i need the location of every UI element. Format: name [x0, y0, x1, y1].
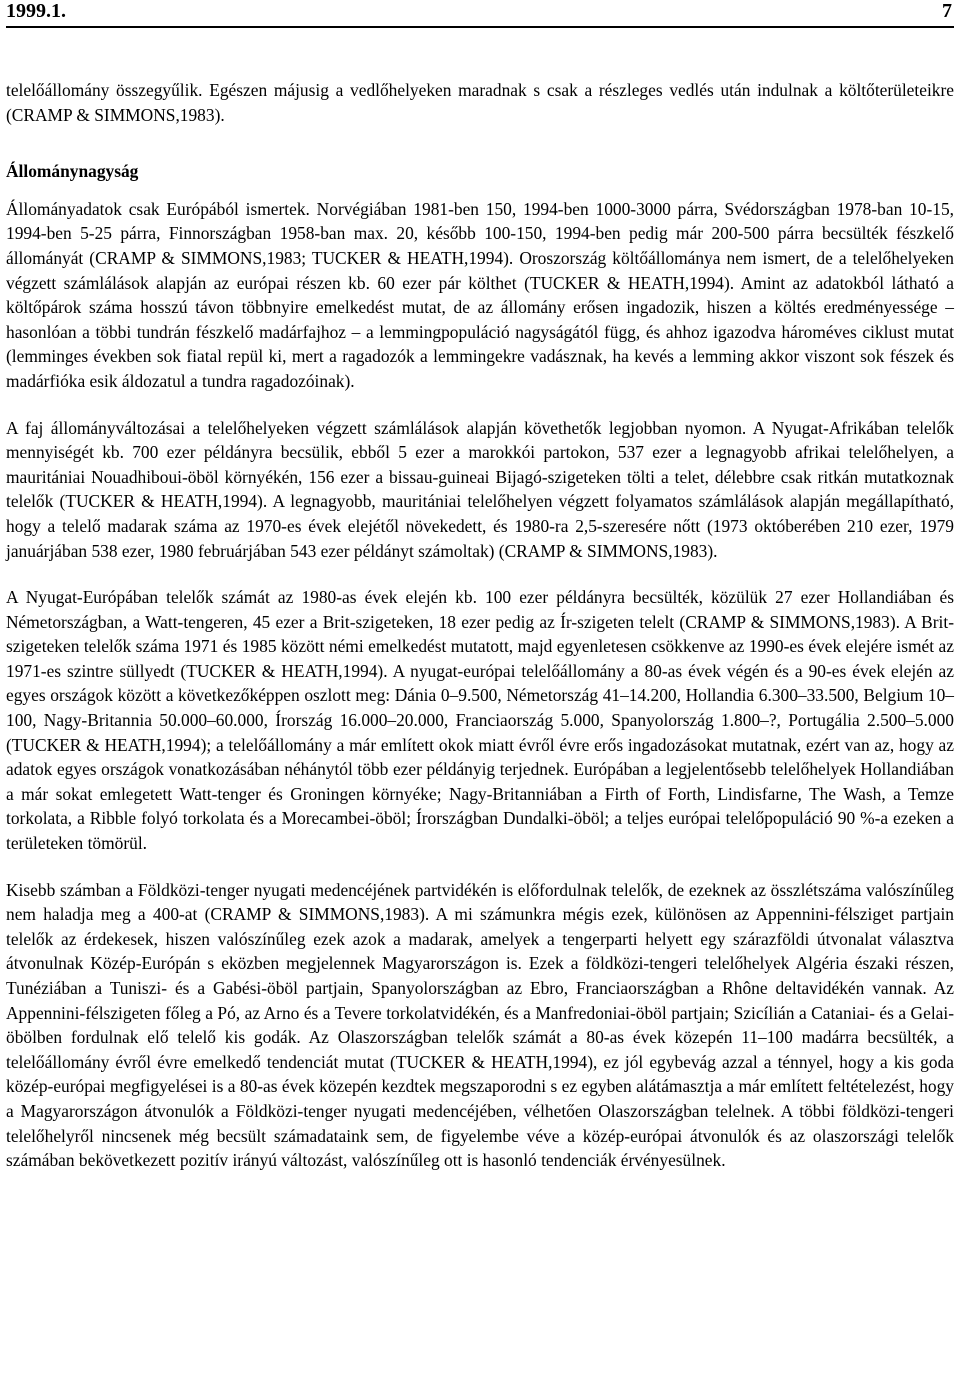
- paragraph-population-data: Állományadatok csak Európából ismertek. Norvégiában 1981-ben 150, 1994-ben 1000-3000 párra, Svédországban 1978-ban 10-15, 1994-ben 5-25 párra, Finnországban 1958-ban max. 20, később 100-150, 1994-ben pedig már 200-500 párra becsülték fészkelő állományát (CRAMP & SIMMONS,1983; TUCKER & HEATH,1994). Oroszország költőállománya nem ismert, de a telelőhelyeken végzett számlálások alapján az európai részen kb. 60 ezer pár költhet (TUCKER & HEATH,1994). Amint az adatokból látható a költőpárok száma hosszú távon többnyire emelkedést mutat, de az állomány erősen ingadozik, hiszen a költés eredményessége – hasonlóan a többi tundrán fészkelő madárfajhoz – a lemmingpopuláció nagyságától függ, és ahhoz igazodva hároméves ciklust mutat (lemminges években sok fiatal repül ki, mert a ragadozók a lemmingekre vadásznak, ha kevés a lemming akkor viszont sok fészek és madárfióka esik áldozatul a tundra ragadozóinak).: [6, 198, 954, 391]
- document-page: [6, 0, 954, 1400]
- page-header: [6, 0, 954, 28]
- section-heading: Állománynagyság: [6, 161, 139, 182]
- page-number: 7: [942, 0, 952, 22]
- paragraph-wintering-western-europe: A Nyugat-Európában telelők számát az 1980-as évek elején kb. 100 ezer példányra becsülték, közülük 27 ezer Hollandiában és Németországban, a Watt-tengeren, 45 ezer a Brit-szigeteken, 18 ezer pedig az Ír-szigeten telelt (CRAMP & SIMMONS,1983). A Brit-szigeteken telelők száma 1971 és 1985 között némi emelkedést mutatott, majd egyenletesen csökkenve az 1990-es évek elejére ismét az 1971-es szintre süllyedt (TUCKER & HEATH,1994). A nyugat-európai telelőállomány a 80-as évek végén és a 90-es évek elején az egyes országok között a következőképpen oszlott meg: Dánia 0–9.500, Németország 41–14.200, Hollandia 6.300–33.500, Belgium 10–100, Nagy-Britannia 50.000–60.000, Írország 16.000–20.000, Franciaország 5.000, Spanyolország 1.800–?, Portugália 2.500–5.000 (TUCKER & HEATH,1994); a telelőállomány a már említett okok miatt évről évre erős ingadozásokat mutatnak, ezért van az, hogy az adatok egyes országok vonatkozásában néhánytól több ezer példányig terjednek. Európában a legjelentősebb telelőhelyek Hollandiában a már sokat emlegetett Watt-tenger és Groningen környéke; Nagy-Britanniában a Firth of Forth, Lindisfarne, The Wash, a Temze torkolata, a Ribble folyó torkolata és a Morecambei-öböl; Írországban Dundalki-öböl; a teljes európai telelőpopuláció 90 %-a ezeken a területeken tömörül.: [6, 587, 954, 854]
- paragraph-intro: telelőállomány összegyűlik. Egészen májusig a vedlőhelyeken maradnak s csak a részleges vedlés után indulnak a költőterületeikre (CRAMP & SIMMONS,1983).: [6, 80, 954, 125]
- paragraph-wintering-mediterranean: Kisebb számban a Földközi-tenger nyugati medencéjének partvidékén is előfordulnak telelők, de ezeknek az összlétszáma valószínűleg nem haladja meg a 400-at (CRAMP & SIMMONS,1983). A mi számunkra mégis ezek, különösen az Appennini-félsziget partjain telelők az érdekesek, hiszen valószínűleg ezek azok a madarak, amelyek a tengerparti helyett egy szárazföldi útvonalat választva átvonulnak Közép-Európán s eközben megjelennek Magyarországon is. Ezek a földközi-tengeri telelőhelyek Algéria északi részen, Tunéziában a Tuniszi- és a Gabési-öböl partjain, Spanyolországban az Ebro, Franciaországban a Rhône deltavidékén vannak. Az Appennini-félszigeten főleg a Pó, az Arno és a Tevere torkolatvidékén, és a Manfredoniai-öböl partjain; Szicílián a Cataniai- és a Gelai-öbölben fordulnak elő telelő kis godák. Az Olaszországban telelők számát a 80-as évek közepén 11–100 madárra becsülték, a telelőállomány évről évre emelkedő tendenciát mutat (TUCKER & HEATH,1994), ez jól egybevág azzal a ténnyel, hogy a kis goda közép-európai megfigyelései is a 80-as évek közepén kezdtek megszaporodni s ez egyben alátámasztja a már említett feltételezést, hogy a Magyarországon átvonulók a Földközi-tenger nyugati medencéjében, vélhetően Olaszországban telelnek. A többi földközi-tengeri telelőhelyről nincsenek még becsült számadataink sem, de figyelembe véve a közép-európai átvonulók és az olaszországi telelők számában bekövetkezett pozitív irányú változást, valószínűleg ott is hasonló tendenciák érvényesülnek.: [6, 879, 954, 1171]
- paragraph-wintering-africa: A faj állományváltozásai a telelőhelyeken végzett számlálások alapján követhetők legjobban nyomon. A Nyugat-Afrikában telelők mennyiségét kb. 700 ezer példányra becsülik, ebből 5 ezer a marokkói partokon, 537 ezer a legnagyobb afrikai telelőhelyen, a mauritániai Nouadhiboui-öböl környékén, 156 ezer a bissau-guineai Bijagó-szigeteken tölti a telet, délebbre csak ritkán mutatkoznak telelők (TUCKER & HEATH,1994). A legnagyobb, mauritániai telelőhelyen végzett folyamatos számlálások alapján megállapítható, hogy a telelő madarak száma az 1970-es évek elejétől növekedett, és 1980-ra 2,5-szeresére nőtt (1973 októberében 210 ezer, 1979 januárjában 538 ezer, 1980 februárjában 543 ezer példányt számoltak) (CRAMP & SIMMONS,1983).: [6, 417, 954, 561]
- header-date: 1999.1.: [6, 0, 66, 22]
